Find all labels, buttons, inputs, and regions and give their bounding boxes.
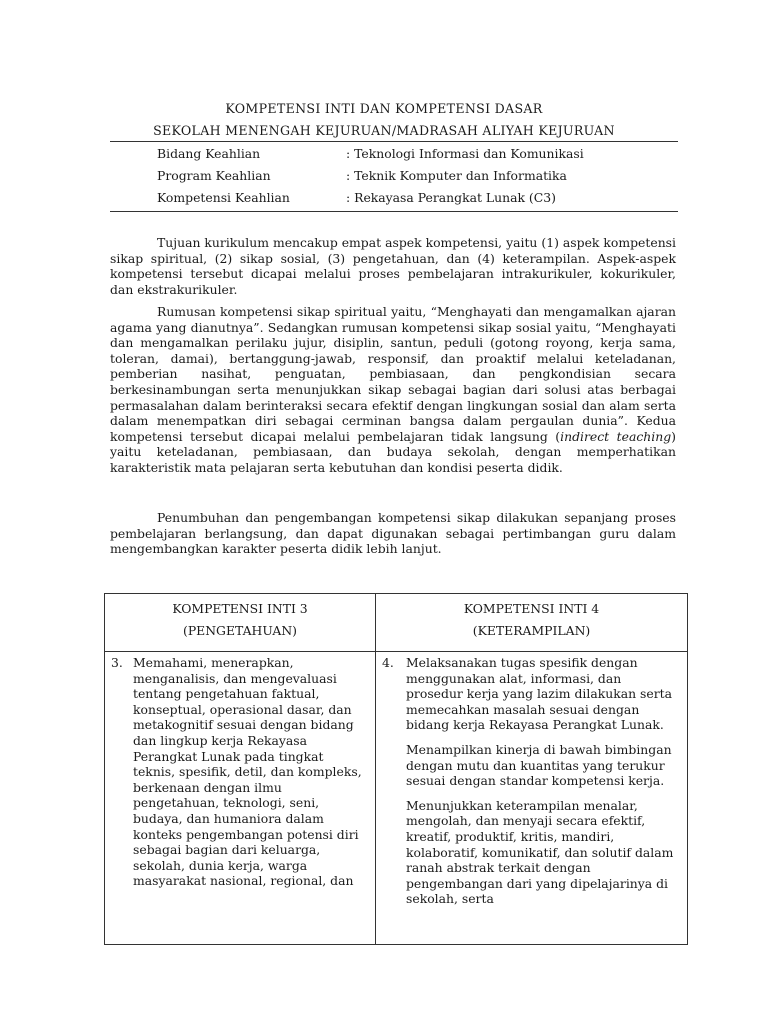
ki4-text-2: Menampilkan kinerja di bawah bimbingan dengan mutu dan kuantitas yang terukur sesuai dengan standar kompetensi kerja. (406, 741, 672, 789)
ki3-title: KOMPETENSI INTI 3 (172, 601, 308, 616)
ki4-text-3: Menunjukkan keterampilan menalar, mengolah, dan menyaji secara efektif, kreatif, produktif, kritis, mandiri, kolaboratif, komunikatif, dan solutif dalam ranah abstrak terkait dengan pengembangan dari yang dipelajarinya di sekolah, serta (406, 797, 674, 907)
paragraph-rumusan (110, 304, 676, 476)
ki3-subtitle: (PENGETAHUAN) (182, 623, 298, 638)
indirect-teaching-term: indirect teaching (560, 428, 672, 444)
ki4-header (376, 594, 688, 652)
ki4-subtitle: (KETERAMPILAN) (472, 623, 591, 638)
ki4-title: KOMPETENSI INTI 4 (463, 601, 600, 616)
top-divider (110, 141, 678, 142)
meta-label: Program Keahlian (157, 168, 271, 183)
competency-table (104, 593, 688, 945)
ki3-number: 3. (111, 655, 123, 670)
meta-value: : Rekayasa Perangkat Lunak (C3) (346, 190, 556, 205)
meta-row-program (0, 168, 768, 188)
meta-label: Kompetensi Keahlian (157, 190, 290, 205)
ki4-text-1: Melaksanakan tugas spesifik dengan menggunakan alat, informasi, dan prosedur kerja yang lazim dilakukan serta memecahkan masalah sesuai dengan bidang kerja Rekayasa Perangkat Lunak. (406, 655, 673, 733)
ki4-cell (376, 652, 688, 945)
paragraph-rumusan-text-end: ) yaitu keteladanan, pembiasaan, dan budaya sekolah, dengan memperhatikan karakteristik mata pelajaran serta kebutuhan dan kondisi peserta didik. (110, 428, 676, 475)
ki3-cell (105, 652, 376, 945)
ki3-header (105, 594, 376, 652)
ki4-number: 4. (382, 655, 394, 670)
meta-row-bidang (0, 146, 768, 166)
meta-value: : Teknik Komputer dan Informatika (346, 168, 567, 183)
meta-row-kompetensi (0, 190, 768, 210)
paragraph-tujuan: Tujuan kurikulum mencakup empat aspek kompetensi, yaitu (1) aspek kompetensi sikap spiritual, (2) sikap sosial, (3) pengetahuan, dan (4) keterampilan. Aspek-aspek kompetensi tersebut dicapai melalui proses pembelajaran intrakurikuler, kokurikuler, dan ekstrakurikuler. (110, 235, 676, 297)
ki3-text: Memahami, menerapkan, menganalisis, dan mengevaluasi tentang pengetahuan faktual, konseptual, operasional dasar, dan metakognitif sesuai dengan bidang dan lingkup kerja Rekayasa Perangkat Lunak pada tingkat teknis, spesifik, detil, dan kompleks, berkenaan dengan ilmu pengetahuan, teknologi, seni, budaya, dan humaniora dalam konteks pengembangan potensi diri sebagai bagian dari keluarga, sekolah, dunia kerja, warga masyarakat nasional, regional, dan (133, 655, 362, 889)
table-body-row (105, 652, 688, 945)
table-header-row (105, 594, 688, 652)
document-title: KOMPETENSI INTI DAN KOMPETENSI DASAR (225, 101, 543, 116)
paragraph-penumbuhan: Penumbuhan dan pengembangan kompetensi sikap dilakukan sepanjang proses pembelajaran berlangsung, dan dapat digunakan sebagai pertimbangan guru dalam mengembangkan karakter peserta didik lebih lanjut. (110, 510, 676, 557)
meta-label: Bidang Keahlian (157, 146, 261, 161)
paragraph-rumusan-text: Rumusan kompetensi sikap spiritual yaitu, “Menghayati dan mengamalkan ajaran agama yang dianutnya”. Sedangkan rumusan kompetensi sikap sosial yaitu, “Menghayati dan mengamalkan perilaku jujur, disiplin, santun, peduli (gotong royong, kerja sama, toleran, damai), bertanggung-jawab, responsif, dan proaktif melalui keteladanan, pemberian nasihat, penguatan, pembiasaan, dan pengkondisian secara berkesinambungan serta menunjukkan sikap sebagai bagian dari solusi atas berbagai permasalahan dalam berinteraksi secara efektif dengan lingkungan sosial dan alam serta dalam menempatkan diri sebagai cerminan bangsa dalam pergaulan dunia”. Kedua kompetensi tersebut dicapai melalui pembelajaran tidak langsung ( (110, 304, 676, 444)
meta-value: : Teknologi Informasi dan Komunikasi (346, 146, 584, 161)
school-type-title: SEKOLAH MENENGAH KEJURUAN/MADRASAH ALIYAH KEJURUAN (153, 123, 615, 138)
bottom-divider (110, 211, 678, 212)
